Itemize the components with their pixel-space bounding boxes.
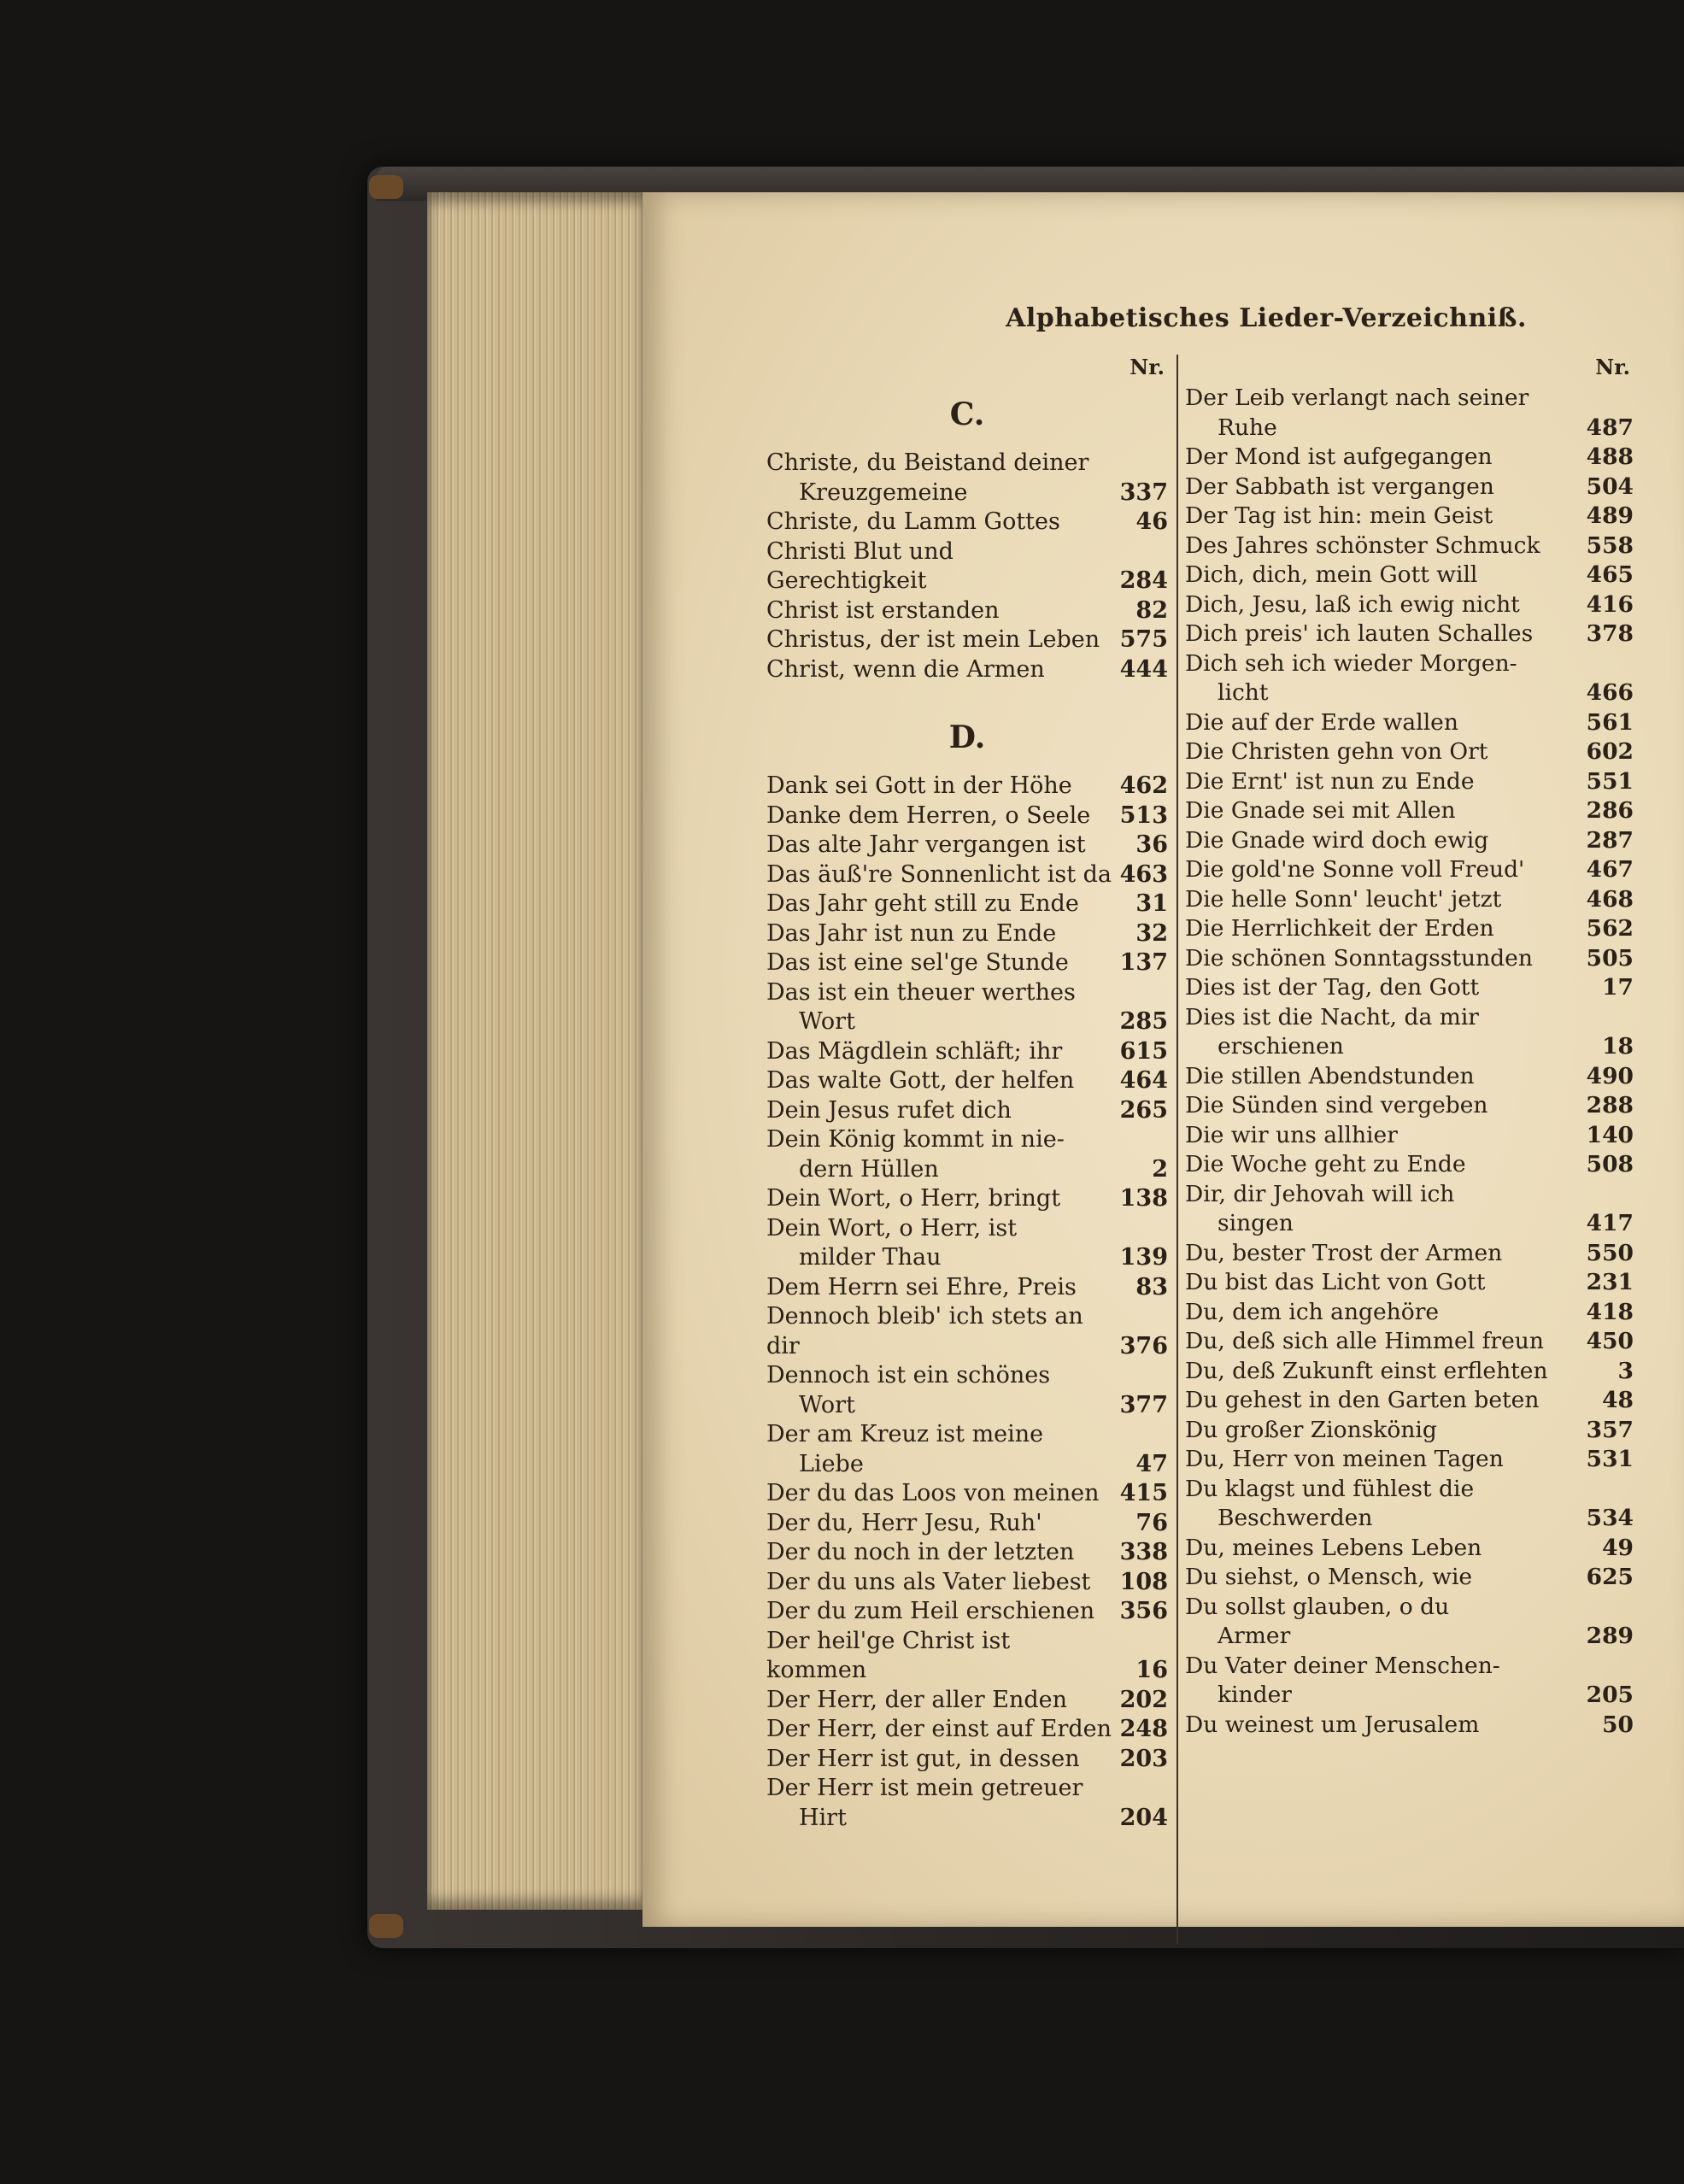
hymn-number: 338 (1119, 1539, 1168, 1565)
entry-title: Der Herr ist mein getreuer (766, 1775, 1083, 1801)
entry-title-continuation: Liebe (799, 1450, 864, 1477)
nr-label-left: Nr. (1130, 355, 1165, 379)
index-entry (1185, 1003, 1634, 1062)
entry-title: Die Christen gehn von Ort (1185, 738, 1488, 765)
hymn-number: 462 (1119, 772, 1168, 799)
entry-title: Die Sünden sind vergeben (1185, 1092, 1488, 1118)
index-entry (766, 1302, 1168, 1361)
entry-title: Das ist ein theuer werthes (766, 978, 1076, 1006)
entry-title: Du, bester Trost der Armen (1185, 1239, 1503, 1266)
hymn-number: 466 (1586, 679, 1634, 706)
hymn-number: 47 (1135, 1450, 1168, 1477)
hymn-number: 205 (1586, 1682, 1634, 1708)
entry-title: Das alte Jahr vergangen ist (766, 831, 1086, 858)
index-entry (1185, 1416, 1634, 1446)
entry-title: Dich, Jesu, laß ich ewig nicht (1185, 590, 1520, 618)
entry-title: Dies ist die Nacht, da mir (1185, 1003, 1479, 1030)
index-entry (766, 1214, 1168, 1273)
index-entry (1185, 531, 1634, 561)
index-entry (1185, 1121, 1634, 1151)
hymn-number: 289 (1586, 1623, 1634, 1649)
entry-title: Der Mond ist aufgegangen (1185, 443, 1493, 470)
nr-label-right: Nr. (1595, 355, 1630, 379)
hymn-number: 139 (1119, 1244, 1168, 1271)
index-entry (1185, 1062, 1634, 1092)
index-entry (766, 860, 1168, 890)
index-entry (1185, 1150, 1634, 1180)
hymn-number: 464 (1119, 1067, 1168, 1094)
index-entry (766, 1479, 1168, 1509)
entry-title: Die wir uns allhier (1185, 1121, 1398, 1148)
index-entry (766, 1125, 1168, 1184)
entry-title: Dich seh ich wieder Morgen- (1185, 649, 1517, 677)
hymn-number: 376 (1119, 1332, 1168, 1359)
hymn-number: 18 (1602, 1033, 1634, 1060)
entry-title: Der Sabbath ist vergangen (1185, 473, 1494, 500)
entry-title: Christ, wenn die Armen (766, 655, 1045, 683)
entry-title: Du weinest um Jerusalem (1185, 1711, 1480, 1738)
entry-title-continuation: singen (1218, 1210, 1294, 1236)
hymn-number: 50 (1602, 1711, 1634, 1738)
hymn-number: 488 (1586, 443, 1634, 470)
index-entry (766, 948, 1168, 978)
index-entry (1185, 443, 1634, 473)
hymn-number: 450 (1586, 1328, 1634, 1354)
hymn-number: 513 (1119, 801, 1168, 829)
entry-title: Du gehest in den Garten beten (1185, 1387, 1540, 1413)
entry-title: Die Woche geht zu Ende (1185, 1151, 1466, 1177)
entry-title: Dich preis' ich lauten Schalles (1185, 620, 1534, 647)
entry-title: Der du noch in der letzten (766, 1539, 1075, 1565)
hymn-number: 288 (1586, 1092, 1634, 1118)
hymn-number: 202 (1119, 1686, 1168, 1713)
index-entry (1185, 796, 1634, 826)
entry-title: Christi Blut und Gerechtigkeit (766, 537, 961, 594)
hymn-number: 76 (1135, 1509, 1168, 1536)
hymn-number: 615 (1119, 1037, 1168, 1065)
index-entry (766, 1597, 1168, 1627)
section-heading-c: C. (949, 396, 985, 432)
entry-title: Dennoch bleib' ich stets an dir (766, 1303, 1091, 1359)
index-entry (1185, 649, 1634, 708)
index-entry (1185, 708, 1634, 738)
hymn-number: 32 (1135, 919, 1168, 947)
hymn-number: 2 (1152, 1155, 1168, 1183)
entry-title: Du, deß Zukunft einst erflehten (1185, 1357, 1548, 1384)
entry-title: Das ist eine sel'ge Stunde (766, 949, 1069, 976)
entry-title: Die auf der Erde wallen (1185, 708, 1458, 736)
hymn-number: 356 (1119, 1598, 1168, 1624)
index-entry (766, 772, 1168, 801)
hymn-number: 468 (1586, 885, 1634, 913)
entry-title: Die Ernt' ist nun zu Ende (1185, 767, 1475, 795)
index-entry (1185, 1239, 1634, 1269)
hymn-number: 204 (1119, 1804, 1168, 1831)
entry-title: Das äuß're Sonnenlicht ist da (766, 860, 1112, 888)
entry-title: Die Gnade sei mit Allen (1185, 797, 1456, 824)
hymn-number: 562 (1586, 915, 1634, 942)
index-entry (1185, 1091, 1634, 1121)
entry-title: Die gold'ne Sonne voll Freud' (1185, 856, 1525, 883)
hymn-number: 31 (1135, 890, 1168, 917)
index-entry (766, 978, 1168, 1037)
index-entry (766, 919, 1168, 949)
hymn-number: 602 (1586, 738, 1634, 765)
hymn-number: 83 (1135, 1273, 1168, 1300)
hymn-number: 287 (1586, 826, 1634, 854)
entry-title: Der heil'ge Christ ist kommen (766, 1627, 1018, 1683)
index-entry (1185, 1711, 1634, 1741)
section-heading-d: D. (948, 719, 986, 755)
index-entry (1185, 1563, 1634, 1593)
entry-title-continuation: Wort (799, 1008, 855, 1035)
hymn-number: 286 (1586, 797, 1634, 824)
entry-title-continuation: licht (1218, 679, 1269, 706)
entry-title: Der du zum Heil erschienen (766, 1598, 1095, 1624)
hymn-number: 487 (1586, 414, 1634, 441)
hymn-number: 49 (1602, 1534, 1634, 1561)
entry-list-c (766, 449, 1168, 684)
entry-title: Danke dem Herren, o Seele (766, 801, 1091, 829)
index-entry (766, 1538, 1168, 1568)
right-column (1185, 355, 1634, 1740)
entry-title: Dein Wort, o Herr, ist (766, 1214, 1018, 1242)
index-entry (1185, 561, 1634, 590)
entry-title: Christus, der ist mein Leben (766, 626, 1100, 653)
entry-title: Du bist das Licht von Gott (1185, 1269, 1486, 1295)
hymn-number: 3 (1617, 1357, 1634, 1384)
entry-title-continuation: Beschwerden (1218, 1505, 1373, 1531)
entry-title: Christe, du Lamm Gottes (766, 508, 1060, 535)
entry-title: Du, meines Lebens Leben (1185, 1534, 1482, 1561)
hymn-number: 490 (1586, 1062, 1634, 1089)
hymn-number: 416 (1586, 590, 1634, 618)
index-entry (1185, 384, 1634, 443)
entry-title-continuation: milder Thau (799, 1244, 942, 1271)
entry-title: Der Herr, der aller Enden (766, 1686, 1067, 1713)
index-entry (1185, 1268, 1634, 1298)
index-entry (1185, 1593, 1634, 1652)
entry-title-continuation: erschienen (1218, 1033, 1344, 1060)
index-entry (766, 1686, 1168, 1716)
index-entry (766, 1420, 1168, 1479)
entry-title-continuation: Hirt (799, 1804, 847, 1831)
entry-title: Die schönen Sonntagsstunden (1185, 944, 1533, 972)
hymn-number: 108 (1119, 1568, 1168, 1595)
entry-title: Der du, Herr Jesu, Ruh' (766, 1509, 1042, 1536)
index-entry (766, 625, 1168, 655)
index-entry (766, 1361, 1168, 1420)
index-entry (766, 1096, 1168, 1126)
entry-title: Das walte Gott, der helfen (766, 1067, 1075, 1094)
index-entry (766, 1774, 1168, 1833)
entry-title: Der Leib verlangt nach seiner (1185, 385, 1529, 411)
index-entry (766, 1066, 1168, 1096)
cover-corner-top (369, 175, 403, 199)
entry-title: Dein Wort, o Herr, bringt (766, 1185, 1061, 1212)
index-entry (1185, 1475, 1634, 1534)
entry-title: Du, dem ich angehöre (1185, 1298, 1440, 1325)
index-entry (1185, 1652, 1634, 1711)
entry-title-continuation: dern Hüllen (799, 1155, 939, 1183)
entry-title-continuation: Ruhe (1218, 414, 1277, 441)
entry-title: Christe, du Beistand deiner (766, 449, 1089, 476)
hymn-number: 285 (1119, 1008, 1168, 1035)
entry-title: Du sollst glauben, o du (1185, 1593, 1450, 1620)
entry-title: Des Jahres schönster Schmuck (1185, 531, 1540, 559)
index-entry (766, 1509, 1168, 1539)
hymn-number: 418 (1586, 1298, 1634, 1325)
entry-list-d (766, 772, 1168, 1833)
entry-title: Der Herr ist gut, in dessen (766, 1745, 1080, 1772)
index-entry (1185, 1386, 1634, 1416)
index-entry (1185, 1357, 1634, 1387)
page-stack-edge (427, 192, 645, 1910)
hymn-number: 378 (1586, 620, 1634, 647)
index-entry (766, 1184, 1168, 1214)
hymn-number: 337 (1119, 478, 1168, 506)
hymn-number: 284 (1119, 567, 1168, 594)
index-page (643, 192, 1684, 1927)
index-entry (1185, 973, 1634, 1003)
hymn-number: 248 (1119, 1716, 1168, 1742)
entry-title: Dennoch ist ein schönes (766, 1362, 1051, 1388)
index-entry (1185, 1298, 1634, 1328)
hymn-number: 357 (1586, 1416, 1634, 1443)
index-entry (1185, 855, 1634, 885)
index-entry (1185, 1534, 1634, 1564)
hymn-number: 46 (1135, 508, 1168, 535)
hymn-number: 534 (1586, 1505, 1634, 1531)
index-entry (1185, 1445, 1634, 1475)
entry-list-right (1185, 384, 1634, 1740)
hymn-number: 265 (1119, 1096, 1168, 1124)
index-entry (766, 537, 1168, 596)
hymn-number: 203 (1119, 1745, 1168, 1772)
index-entry (766, 1745, 1168, 1775)
entry-title: Der Tag ist hin: mein Geist (1185, 502, 1493, 529)
hymn-number: 231 (1586, 1269, 1634, 1295)
index-entry (766, 1715, 1168, 1745)
hymn-number: 377 (1119, 1391, 1168, 1418)
entry-title: Das Jahr geht still zu Ende (766, 890, 1079, 917)
entry-title: Du großer Zionskönig (1185, 1416, 1437, 1443)
hymn-number: 508 (1586, 1151, 1634, 1177)
entry-title: Dies ist der Tag, den Gott (1185, 974, 1480, 1001)
index-entry (766, 596, 1168, 626)
entry-title: Christ ist erstanden (766, 596, 1000, 624)
hymn-number: 415 (1119, 1480, 1168, 1506)
entry-title: Die helle Sonn' leucht' jetzt (1185, 885, 1502, 913)
index-entry (1185, 885, 1634, 915)
entry-title: Du, Herr von meinen Tagen (1185, 1446, 1504, 1472)
index-entry (1185, 914, 1634, 944)
entry-title: Dir, dir Jehovah will ich (1185, 1180, 1455, 1207)
entry-title-continuation: Kreuzgemeine (799, 478, 968, 506)
index-entry (1185, 1327, 1634, 1357)
hymn-number: 17 (1602, 974, 1634, 1001)
entry-title: Die stillen Abendstunden (1185, 1062, 1475, 1089)
hymn-number: 531 (1586, 1446, 1634, 1472)
hymn-number: 467 (1586, 856, 1634, 883)
entry-title-continuation: Armer (1218, 1623, 1291, 1649)
index-entry (766, 801, 1168, 831)
index-entry (1185, 944, 1634, 974)
hymn-number: 444 (1119, 655, 1168, 683)
index-entry (1185, 590, 1634, 620)
entry-title: Du klagst und fühlest die (1185, 1475, 1475, 1502)
hymn-number: 82 (1135, 596, 1168, 624)
left-column (766, 355, 1168, 1833)
running-head: Alphabetisches Lieder-Verzeichniß. (1006, 303, 1527, 333)
index-entry (766, 1273, 1168, 1303)
entry-title-continuation: kinder (1218, 1682, 1292, 1708)
hymn-number: 575 (1119, 626, 1168, 653)
entry-title: Dank sei Gott in der Höhe (766, 772, 1072, 799)
index-entry (766, 1568, 1168, 1598)
entry-title: Du Vater deiner Menschen- (1185, 1652, 1500, 1679)
hymn-number: 561 (1586, 708, 1634, 736)
index-entry (766, 508, 1168, 537)
index-entry (766, 831, 1168, 860)
hymn-number: 551 (1586, 767, 1634, 795)
hymn-number: 463 (1119, 860, 1168, 888)
entry-title: Dich, dich, mein Gott will (1185, 561, 1478, 588)
index-entry (1185, 619, 1634, 649)
entry-title: Die Herrlichkeit der Erden (1185, 915, 1494, 942)
entry-title: Der am Kreuz ist meine (766, 1421, 1044, 1447)
entry-title: Das Jahr ist nun zu Ende (766, 919, 1057, 947)
entry-title: Der du das Loos von meinen (766, 1480, 1100, 1506)
entry-title: Der du uns als Vater liebest (766, 1568, 1091, 1595)
cover-corner-bottom (369, 1914, 403, 1938)
hymn-number: 504 (1586, 473, 1634, 500)
entry-title-continuation: Wort (799, 1391, 855, 1418)
entry-title: Dein Jesus rufet dich (766, 1096, 1012, 1124)
index-entry (766, 1037, 1168, 1067)
hymn-number: 137 (1119, 949, 1168, 976)
index-entry (1185, 1180, 1634, 1239)
hymn-number: 138 (1119, 1185, 1168, 1212)
index-entry (1185, 502, 1634, 531)
hymn-number: 36 (1135, 831, 1168, 858)
hymn-number: 48 (1602, 1387, 1634, 1413)
hymn-number: 625 (1586, 1564, 1634, 1590)
index-entry (766, 889, 1168, 919)
entry-title: Dem Herrn sei Ehre, Preis (766, 1273, 1077, 1300)
index-entry (1185, 826, 1634, 856)
entry-title: Du siehst, o Mensch, wie (1185, 1564, 1473, 1590)
hymn-number: 550 (1586, 1239, 1634, 1266)
column-divider (1176, 355, 1178, 1944)
entry-title: Der Herr, der einst auf Erden (766, 1716, 1112, 1742)
entry-title: Das Mägdlein schläft; ihr (766, 1037, 1063, 1065)
entry-title: Du, deß sich alle Himmel freun (1185, 1328, 1544, 1354)
hymn-number: 489 (1586, 502, 1634, 529)
hymn-number: 558 (1586, 531, 1634, 559)
index-entry (766, 655, 1168, 685)
index-entry (1185, 767, 1634, 797)
index-entry (1185, 737, 1634, 767)
index-entry (766, 449, 1168, 508)
index-entry (1185, 473, 1634, 502)
hymn-number: 16 (1135, 1657, 1168, 1683)
entry-title: Die Gnade wird doch ewig (1185, 826, 1489, 854)
hymn-number: 140 (1586, 1121, 1634, 1148)
index-entry (766, 1627, 1168, 1686)
entry-title: Dein König kommt in nie- (766, 1126, 1065, 1153)
hymn-number: 417 (1586, 1210, 1634, 1236)
hymn-number: 465 (1586, 561, 1634, 588)
hymn-number: 505 (1586, 944, 1634, 972)
